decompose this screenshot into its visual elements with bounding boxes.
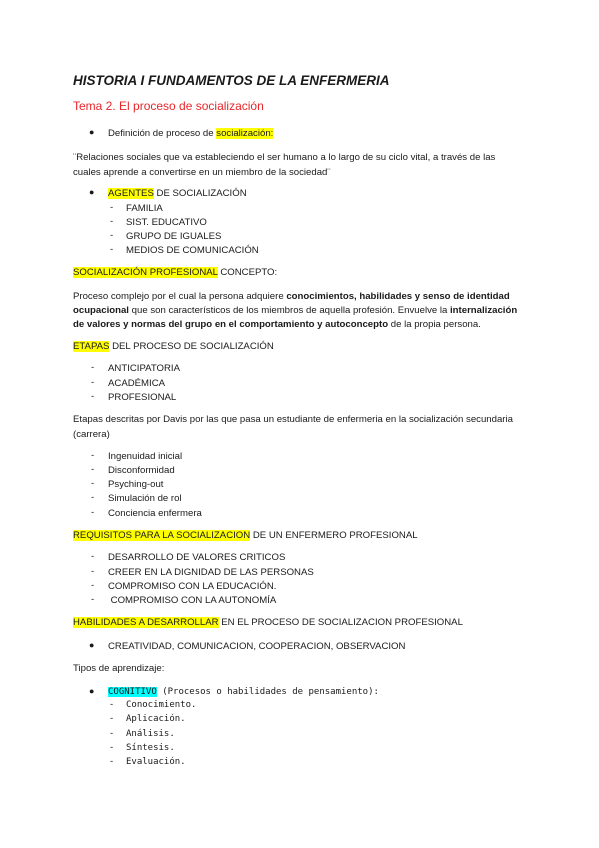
list-item: Psyching-out — [108, 479, 164, 490]
list-item: DESARROLLO DE VALORES CRITICOS — [108, 552, 286, 563]
concept-bold: conocimientos, habilidades y senso de identidad — [286, 291, 510, 302]
list-item: COMPROMISO CON LA AUTONOMÍA — [108, 595, 277, 606]
bullet-icon: ● — [89, 686, 95, 696]
list-item: PROFESIONAL — [108, 392, 177, 403]
list-item: Evaluación. — [126, 757, 186, 767]
quote-line: ¨Relaciones sociales que va estableciendo el ser humano a lo largo de su ciclo vital, a través de las — [73, 152, 496, 163]
quote-line: cuales aprende a convertirse en un miembro de la sociedad¨ — [73, 167, 331, 178]
list-item: Conciencia enfermera — [108, 508, 202, 519]
etapas-heading — [73, 340, 274, 353]
concept-bold: de valores y normas del grupo en el comportamiento y autoconcepto — [73, 319, 389, 330]
bullet-icon: ● — [89, 127, 95, 137]
dash-icon: - — [91, 492, 95, 503]
cognitivo-heading — [108, 686, 379, 699]
etapas-highlight: ETAPAS — [73, 341, 110, 352]
concept-line — [73, 290, 510, 303]
list-item: Conocimiento. — [126, 700, 197, 710]
dash-icon: - — [91, 507, 95, 518]
agentes-label: DE SOCIALIZACIÓN — [153, 188, 247, 199]
dash-icon: - — [110, 742, 114, 753]
davis-line: Etapas descritas por Davis por las que pasa un estudiante de enfermeria en la socialización secundaria — [73, 414, 513, 425]
definition-label: Definición de proceso de — [108, 128, 217, 139]
dash-icon: - — [110, 699, 114, 710]
dash-icon: - — [110, 244, 114, 255]
dash-icon: - — [91, 377, 95, 388]
list-item: ANTICIPATORIA — [108, 363, 180, 374]
habilidades-label: EN EL PROCESO DE SOCIALIZACION PROFESIONAL — [218, 617, 463, 628]
concept-text: Proceso complejo por el cual la persona adquiere — [73, 291, 287, 302]
cognitivo-highlight: COGNITIVO — [108, 687, 157, 697]
dash-icon: - — [110, 728, 114, 739]
cognitivo-label: (Procesos o habilidades de pensamiento): — [156, 687, 379, 697]
concept-line — [73, 318, 481, 331]
habilidades-highlight: HABILIDADES A DESARROLLAR — [73, 617, 219, 628]
habilidades-heading — [73, 616, 463, 629]
list-item: CREATIVIDAD, COMUNICACION, COOPERACION, OBSERVACION — [108, 641, 406, 652]
dash-icon: - — [91, 478, 95, 489]
dash-icon: - — [91, 391, 95, 402]
list-item: Análisis. — [126, 729, 175, 739]
list-item: SIST. EDUCATIVO — [126, 217, 207, 228]
dash-icon: - — [110, 202, 114, 213]
list-item: ACADÉMICA — [108, 378, 166, 389]
section-heading: Tema 2. El proceso de socialización — [73, 99, 264, 113]
concept-bold: internalización — [450, 305, 518, 316]
list-item: COMPROMISO CON LA EDUCACIÓN. — [108, 581, 277, 592]
definition-line — [108, 127, 273, 140]
definition-highlight: socialización: — [216, 128, 274, 139]
dash-icon: - — [91, 362, 95, 373]
dash-icon: - — [110, 230, 114, 241]
socprof-highlight: SOCIALIZACIÓN PROFESIONAL — [73, 267, 218, 278]
requisitos-highlight: REQUISITOS PARA LA SOCIALIZACION — [73, 530, 251, 541]
dash-icon: - — [91, 580, 95, 591]
list-item: MEDIOS DE COMUNICACIÓN — [126, 245, 259, 256]
concept-text: que son característicos de los miembros de aquella profesión. Envuelve la — [128, 305, 451, 316]
list-item: Simulación de rol — [108, 493, 182, 504]
requisitos-label: DE UN ENFERMERO PROFESIONAL — [250, 530, 418, 541]
list-item: GRUPO DE IGUALES — [126, 231, 222, 242]
list-item: Síntesis. — [126, 743, 175, 753]
dash-icon: - — [91, 566, 95, 577]
list-item: Ingenuidad inicial — [108, 451, 183, 462]
list-item: CREER EN LA DIGNIDAD DE LAS PERSONAS — [108, 567, 314, 578]
socprof-heading — [73, 266, 277, 279]
davis-line: (carrera) — [73, 429, 110, 440]
dash-icon: - — [91, 594, 95, 605]
bullet-icon: ● — [89, 640, 95, 650]
agentes-highlight: AGENTES — [108, 188, 154, 199]
dash-icon: - — [110, 713, 114, 724]
bullet-icon: ● — [89, 187, 95, 197]
list-item: Aplicación. — [126, 714, 186, 724]
dash-icon: - — [91, 551, 95, 562]
dash-icon: - — [110, 756, 114, 767]
agentes-heading — [108, 187, 247, 200]
list-item: Disconformidad — [108, 465, 175, 476]
dash-icon: - — [110, 216, 114, 227]
etapas-label: DEL PROCESO DE SOCIALIZACIÓN — [109, 341, 274, 352]
tipos-heading: Tipos de aprendizaje: — [73, 663, 165, 674]
concept-line — [73, 304, 517, 317]
document-title: HISTORIA I FUNDAMENTOS DE LA ENFERMERIA — [73, 73, 390, 88]
dash-icon: - — [91, 450, 95, 461]
socprof-label: CONCEPTO: — [217, 267, 278, 278]
concept-bold: ocupacional — [73, 305, 129, 316]
dash-icon: - — [91, 464, 95, 475]
requisitos-heading — [73, 529, 418, 542]
concept-text: de la propia persona. — [388, 319, 481, 330]
list-item: FAMILIA — [126, 203, 163, 214]
